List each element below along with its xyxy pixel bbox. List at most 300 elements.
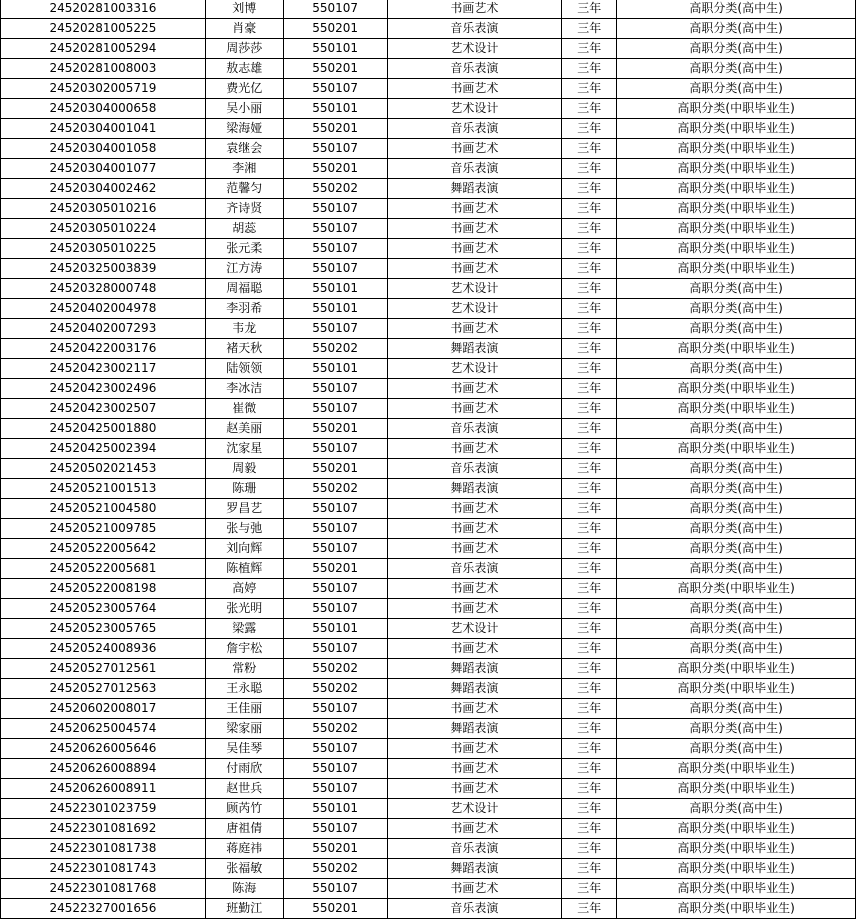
duration-cell: 三年	[562, 439, 617, 459]
table-row	[1, 219, 856, 239]
duration-cell: 三年	[562, 659, 617, 679]
duration-cell: 三年	[562, 39, 617, 59]
major-name-cell: 书画艺术	[387, 739, 562, 759]
student-name-cell: 范馨匀	[205, 179, 283, 199]
exam-number-cell: 24520524008936	[1, 639, 206, 659]
table-row	[1, 639, 856, 659]
student-name-cell: 胡蕊	[205, 219, 283, 239]
table-row	[1, 699, 856, 719]
major-name-cell: 音乐表演	[387, 119, 562, 139]
admission-type-cell: 高职分类(中职毕业生)	[617, 439, 856, 459]
table-row	[1, 399, 856, 419]
admission-type-cell: 高职分类(高中生)	[617, 499, 856, 519]
admission-type-cell: 高职分类(中职毕业生)	[617, 899, 856, 919]
admission-type-cell: 高职分类(中职毕业生)	[617, 679, 856, 699]
major-name-cell: 艺术设计	[387, 799, 562, 819]
student-name-cell: 罗昌艺	[205, 499, 283, 519]
major-name-cell: 书画艺术	[387, 699, 562, 719]
duration-cell: 三年	[562, 179, 617, 199]
major-code-cell: 550202	[283, 679, 387, 699]
major-name-cell: 艺术设计	[387, 359, 562, 379]
student-name-cell: 吴小丽	[205, 99, 283, 119]
table-row	[1, 79, 856, 99]
student-name-cell: 赵世兵	[205, 779, 283, 799]
major-code-cell: 550107	[283, 499, 387, 519]
student-name-cell: 詹宇松	[205, 639, 283, 659]
table-row	[1, 39, 856, 59]
major-code-cell: 550202	[283, 339, 387, 359]
table-row	[1, 0, 856, 19]
major-name-cell: 音乐表演	[387, 419, 562, 439]
exam-number-cell: 24520304002462	[1, 179, 206, 199]
major-name-cell: 书画艺术	[387, 139, 562, 159]
exam-number-cell: 24520425002394	[1, 439, 206, 459]
duration-cell: 三年	[562, 479, 617, 499]
major-code-cell: 550202	[283, 859, 387, 879]
duration-cell: 三年	[562, 119, 617, 139]
major-name-cell: 艺术设计	[387, 299, 562, 319]
exam-number-cell: 24520281008003	[1, 59, 206, 79]
admission-type-cell: 高职分类(中职毕业生)	[617, 199, 856, 219]
admission-type-cell: 高职分类(中职毕业生)	[617, 139, 856, 159]
admission-type-cell: 高职分类(中职毕业生)	[617, 579, 856, 599]
student-name-cell: 陈植辉	[205, 559, 283, 579]
exam-number-cell: 24520425001880	[1, 419, 206, 439]
major-code-cell: 550101	[283, 799, 387, 819]
table-row	[1, 819, 856, 839]
major-code-cell: 550101	[283, 39, 387, 59]
major-code-cell: 550107	[283, 879, 387, 899]
admission-type-cell: 高职分类(高中生)	[617, 739, 856, 759]
major-code-cell: 550107	[283, 699, 387, 719]
exam-number-cell: 24520602008017	[1, 699, 206, 719]
admission-type-cell: 高职分类(中职毕业生)	[617, 119, 856, 139]
major-name-cell: 书画艺术	[387, 379, 562, 399]
major-code-cell: 550107	[283, 259, 387, 279]
exam-number-cell: 24520527012563	[1, 679, 206, 699]
table-row	[1, 239, 856, 259]
duration-cell: 三年	[562, 299, 617, 319]
duration-cell: 三年	[562, 239, 617, 259]
student-name-cell: 陈海	[205, 879, 283, 899]
duration-cell: 三年	[562, 419, 617, 439]
major-name-cell: 书画艺术	[387, 879, 562, 899]
admission-type-cell: 高职分类(高中生)	[617, 519, 856, 539]
duration-cell: 三年	[562, 159, 617, 179]
student-name-cell: 赵美丽	[205, 419, 283, 439]
duration-cell: 三年	[562, 499, 617, 519]
admission-type-cell: 高职分类(中职毕业生)	[617, 179, 856, 199]
major-name-cell: 书画艺术	[387, 779, 562, 799]
table-row	[1, 299, 856, 319]
admission-type-cell: 高职分类(中职毕业生)	[617, 159, 856, 179]
major-name-cell: 音乐表演	[387, 19, 562, 39]
table-body	[1, 0, 856, 919]
major-code-cell: 550202	[283, 479, 387, 499]
duration-cell: 三年	[562, 199, 617, 219]
student-name-cell: 王永聪	[205, 679, 283, 699]
table-row	[1, 359, 856, 379]
major-name-cell: 艺术设计	[387, 99, 562, 119]
admission-type-cell: 高职分类(高中生)	[617, 479, 856, 499]
duration-cell: 三年	[562, 619, 617, 639]
duration-cell: 三年	[562, 99, 617, 119]
admission-type-cell: 高职分类(高中生)	[617, 19, 856, 39]
duration-cell: 三年	[562, 319, 617, 339]
table-row	[1, 59, 856, 79]
student-name-cell: 梁海娅	[205, 119, 283, 139]
major-code-cell: 550101	[283, 299, 387, 319]
student-name-cell: 高婷	[205, 579, 283, 599]
table-row	[1, 419, 856, 439]
table-row	[1, 759, 856, 779]
admission-type-cell: 高职分类(中职毕业生)	[617, 239, 856, 259]
major-name-cell: 书画艺术	[387, 239, 562, 259]
exam-number-cell: 24520305010224	[1, 219, 206, 239]
exam-number-cell: 24520423002117	[1, 359, 206, 379]
student-name-cell: 常粉	[205, 659, 283, 679]
table-row	[1, 579, 856, 599]
student-name-cell: 唐祖倩	[205, 819, 283, 839]
table-row	[1, 719, 856, 739]
exam-number-cell: 24520402004978	[1, 299, 206, 319]
major-name-cell: 艺术设计	[387, 619, 562, 639]
exam-number-cell: 24522301081743	[1, 859, 206, 879]
exam-number-cell: 24520626008911	[1, 779, 206, 799]
duration-cell: 三年	[562, 399, 617, 419]
exam-number-cell: 24520502021453	[1, 459, 206, 479]
duration-cell: 三年	[562, 779, 617, 799]
major-code-cell: 550107	[283, 779, 387, 799]
duration-cell: 三年	[562, 679, 617, 699]
admission-type-cell: 高职分类(高中生)	[617, 0, 856, 19]
table-row	[1, 479, 856, 499]
exam-number-cell: 24520423002496	[1, 379, 206, 399]
admission-type-cell: 高职分类(高中生)	[617, 599, 856, 619]
major-code-cell: 550202	[283, 179, 387, 199]
admission-type-cell: 高职分类(中职毕业生)	[617, 819, 856, 839]
table-row	[1, 739, 856, 759]
student-name-cell: 刘博	[205, 0, 283, 19]
admission-type-cell: 高职分类(高中生)	[617, 719, 856, 739]
major-name-cell: 书画艺术	[387, 599, 562, 619]
duration-cell: 三年	[562, 519, 617, 539]
admission-type-cell: 高职分类(中职毕业生)	[617, 659, 856, 679]
student-name-cell: 费光亿	[205, 79, 283, 99]
duration-cell: 三年	[562, 559, 617, 579]
exam-number-cell: 24520402007293	[1, 319, 206, 339]
major-code-cell: 550107	[283, 819, 387, 839]
duration-cell: 三年	[562, 79, 617, 99]
table-row	[1, 339, 856, 359]
major-code-cell: 550107	[283, 579, 387, 599]
table-row	[1, 439, 856, 459]
admission-type-cell: 高职分类(中职毕业生)	[617, 839, 856, 859]
admission-type-cell: 高职分类(高中生)	[617, 359, 856, 379]
admission-type-cell: 高职分类(高中生)	[617, 319, 856, 339]
major-name-cell: 书画艺术	[387, 539, 562, 559]
duration-cell: 三年	[562, 539, 617, 559]
major-code-cell: 550202	[283, 659, 387, 679]
duration-cell: 三年	[562, 759, 617, 779]
table-row	[1, 19, 856, 39]
major-name-cell: 音乐表演	[387, 559, 562, 579]
major-code-cell: 550101	[283, 359, 387, 379]
major-name-cell: 书画艺术	[387, 639, 562, 659]
student-name-cell: 江方涛	[205, 259, 283, 279]
duration-cell: 三年	[562, 799, 617, 819]
table-row	[1, 559, 856, 579]
exam-number-cell: 24520304000658	[1, 99, 206, 119]
table-row	[1, 539, 856, 559]
duration-cell: 三年	[562, 859, 617, 879]
major-code-cell: 550107	[283, 219, 387, 239]
admission-type-cell: 高职分类(中职毕业生)	[617, 879, 856, 899]
table-row	[1, 199, 856, 219]
table-row	[1, 859, 856, 879]
exam-number-cell: 24520325003839	[1, 259, 206, 279]
major-code-cell: 550201	[283, 559, 387, 579]
major-code-cell: 550107	[283, 199, 387, 219]
exam-number-cell: 24520423002507	[1, 399, 206, 419]
student-name-cell: 周毅	[205, 459, 283, 479]
admission-type-cell: 高职分类(中职毕业生)	[617, 219, 856, 239]
admission-type-cell: 高职分类(中职毕业生)	[617, 759, 856, 779]
exam-number-cell: 24520625004574	[1, 719, 206, 739]
duration-cell: 三年	[562, 359, 617, 379]
admission-type-cell: 高职分类(中职毕业生)	[617, 779, 856, 799]
table-row	[1, 319, 856, 339]
admission-type-cell: 高职分类(中职毕业生)	[617, 339, 856, 359]
admission-type-cell: 高职分类(高中生)	[617, 279, 856, 299]
admission-type-cell: 高职分类(高中生)	[617, 539, 856, 559]
exam-number-cell: 24520626008894	[1, 759, 206, 779]
student-name-cell: 张与弛	[205, 519, 283, 539]
major-name-cell: 艺术设计	[387, 279, 562, 299]
exam-number-cell: 24520523005764	[1, 599, 206, 619]
major-name-cell: 书画艺术	[387, 219, 562, 239]
table-row	[1, 279, 856, 299]
admission-type-cell: 高职分类(高中生)	[617, 799, 856, 819]
exam-number-cell: 24520281005225	[1, 19, 206, 39]
duration-cell: 三年	[562, 819, 617, 839]
table-row	[1, 599, 856, 619]
duration-cell: 三年	[562, 739, 617, 759]
table-row	[1, 379, 856, 399]
exam-number-cell: 24520626005646	[1, 739, 206, 759]
exam-number-cell: 24520422003176	[1, 339, 206, 359]
duration-cell: 三年	[562, 699, 617, 719]
major-code-cell: 550201	[283, 159, 387, 179]
major-code-cell: 550201	[283, 419, 387, 439]
exam-number-cell: 24520302005719	[1, 79, 206, 99]
exam-number-cell: 24520328000748	[1, 279, 206, 299]
admission-type-cell: 高职分类(中职毕业生)	[617, 379, 856, 399]
exam-number-cell: 24522301081768	[1, 879, 206, 899]
major-code-cell: 550101	[283, 619, 387, 639]
table-row	[1, 139, 856, 159]
student-name-cell: 刘向辉	[205, 539, 283, 559]
major-name-cell: 舞蹈表演	[387, 339, 562, 359]
duration-cell: 三年	[562, 59, 617, 79]
exam-number-cell: 24522301081692	[1, 819, 206, 839]
major-code-cell: 550107	[283, 739, 387, 759]
exam-number-cell: 24520304001041	[1, 119, 206, 139]
duration-cell: 三年	[562, 339, 617, 359]
duration-cell: 三年	[562, 219, 617, 239]
exam-number-cell: 24520304001077	[1, 159, 206, 179]
duration-cell: 三年	[562, 0, 617, 19]
admission-type-cell: 高职分类(高中生)	[617, 79, 856, 99]
major-name-cell: 音乐表演	[387, 459, 562, 479]
exam-number-cell: 24520521004580	[1, 499, 206, 519]
student-name-cell: 陆领领	[205, 359, 283, 379]
major-name-cell: 书画艺术	[387, 819, 562, 839]
admission-type-cell: 高职分类(中职毕业生)	[617, 399, 856, 419]
exam-number-cell: 24520281005294	[1, 39, 206, 59]
duration-cell: 三年	[562, 259, 617, 279]
table-row	[1, 519, 856, 539]
major-code-cell: 550101	[283, 99, 387, 119]
table-row	[1, 119, 856, 139]
student-name-cell: 李湘	[205, 159, 283, 179]
admission-type-cell: 高职分类(高中生)	[617, 559, 856, 579]
table-row	[1, 179, 856, 199]
duration-cell: 三年	[562, 639, 617, 659]
major-name-cell: 书画艺术	[387, 439, 562, 459]
major-name-cell: 音乐表演	[387, 899, 562, 919]
major-name-cell: 书画艺术	[387, 519, 562, 539]
duration-cell: 三年	[562, 599, 617, 619]
student-name-cell: 陈珊	[205, 479, 283, 499]
table-row	[1, 839, 856, 859]
admission-type-cell: 高职分类(高中生)	[617, 59, 856, 79]
exam-number-cell: 24520281003316	[1, 0, 206, 19]
exam-number-cell: 24520521009785	[1, 519, 206, 539]
major-code-cell: 550107	[283, 439, 387, 459]
admission-type-cell: 高职分类(中职毕业生)	[617, 259, 856, 279]
major-code-cell: 550107	[283, 319, 387, 339]
major-name-cell: 书画艺术	[387, 499, 562, 519]
major-name-cell: 书画艺术	[387, 0, 562, 19]
table-row	[1, 779, 856, 799]
major-name-cell: 舞蹈表演	[387, 679, 562, 699]
student-name-cell: 沈家星	[205, 439, 283, 459]
table-row	[1, 159, 856, 179]
major-name-cell: 书画艺术	[387, 319, 562, 339]
student-name-cell: 肖豪	[205, 19, 283, 39]
student-name-cell: 张元柔	[205, 239, 283, 259]
table-row	[1, 259, 856, 279]
table-row	[1, 99, 856, 119]
major-code-cell: 550107	[283, 139, 387, 159]
exam-number-cell: 24520521001513	[1, 479, 206, 499]
major-name-cell: 书画艺术	[387, 199, 562, 219]
duration-cell: 三年	[562, 719, 617, 739]
table-row	[1, 499, 856, 519]
table-row	[1, 659, 856, 679]
exam-number-cell: 24520522005642	[1, 539, 206, 559]
admission-type-cell: 高职分类(高中生)	[617, 619, 856, 639]
duration-cell: 三年	[562, 279, 617, 299]
major-code-cell: 550107	[283, 759, 387, 779]
duration-cell: 三年	[562, 839, 617, 859]
student-name-cell: 张福敏	[205, 859, 283, 879]
exam-number-cell: 24520305010225	[1, 239, 206, 259]
major-code-cell: 550107	[283, 539, 387, 559]
admission-type-cell: 高职分类(中职毕业生)	[617, 859, 856, 879]
major-code-cell: 550201	[283, 19, 387, 39]
major-name-cell: 音乐表演	[387, 839, 562, 859]
table-row	[1, 879, 856, 899]
exam-number-cell: 24520523005765	[1, 619, 206, 639]
major-code-cell: 550107	[283, 639, 387, 659]
admission-type-cell: 高职分类(高中生)	[617, 299, 856, 319]
admission-type-cell: 高职分类(高中生)	[617, 39, 856, 59]
admission-type-cell: 高职分类(中职毕业生)	[617, 99, 856, 119]
duration-cell: 三年	[562, 379, 617, 399]
exam-number-cell: 24520305010216	[1, 199, 206, 219]
major-code-cell: 550101	[283, 279, 387, 299]
student-name-cell: 袁继会	[205, 139, 283, 159]
major-code-cell: 550201	[283, 59, 387, 79]
major-name-cell: 音乐表演	[387, 159, 562, 179]
major-name-cell: 书画艺术	[387, 399, 562, 419]
admission-type-cell: 高职分类(高中生)	[617, 419, 856, 439]
table-row	[1, 799, 856, 819]
major-name-cell: 书画艺术	[387, 579, 562, 599]
major-name-cell: 舞蹈表演	[387, 659, 562, 679]
student-name-cell: 周福聪	[205, 279, 283, 299]
major-name-cell: 书画艺术	[387, 259, 562, 279]
major-code-cell: 550201	[283, 119, 387, 139]
student-name-cell: 齐诗贤	[205, 199, 283, 219]
major-code-cell: 550107	[283, 379, 387, 399]
major-code-cell: 550201	[283, 459, 387, 479]
major-code-cell: 550107	[283, 239, 387, 259]
exam-number-cell: 24522301023759	[1, 799, 206, 819]
major-code-cell: 550201	[283, 899, 387, 919]
admission-type-cell: 高职分类(高中生)	[617, 459, 856, 479]
student-name-cell: 敖志雄	[205, 59, 283, 79]
student-name-cell: 周莎莎	[205, 39, 283, 59]
table-row	[1, 619, 856, 639]
major-name-cell: 舞蹈表演	[387, 179, 562, 199]
major-code-cell: 550107	[283, 0, 387, 19]
major-code-cell: 550201	[283, 839, 387, 859]
major-name-cell: 书画艺术	[387, 759, 562, 779]
student-name-cell: 付雨欣	[205, 759, 283, 779]
major-name-cell: 舞蹈表演	[387, 859, 562, 879]
student-name-cell: 梁露	[205, 619, 283, 639]
student-name-cell: 李冰洁	[205, 379, 283, 399]
student-name-cell: 王佳丽	[205, 699, 283, 719]
duration-cell: 三年	[562, 579, 617, 599]
major-code-cell: 550107	[283, 599, 387, 619]
table-row	[1, 899, 856, 919]
exam-number-cell: 24522301081738	[1, 839, 206, 859]
duration-cell: 三年	[562, 139, 617, 159]
student-name-cell: 顾芮竹	[205, 799, 283, 819]
major-name-cell: 舞蹈表演	[387, 719, 562, 739]
exam-number-cell: 24520522008198	[1, 579, 206, 599]
student-name-cell: 张光明	[205, 599, 283, 619]
duration-cell: 三年	[562, 879, 617, 899]
duration-cell: 三年	[562, 899, 617, 919]
table-row	[1, 679, 856, 699]
exam-number-cell: 24520527012561	[1, 659, 206, 679]
table-row	[1, 459, 856, 479]
